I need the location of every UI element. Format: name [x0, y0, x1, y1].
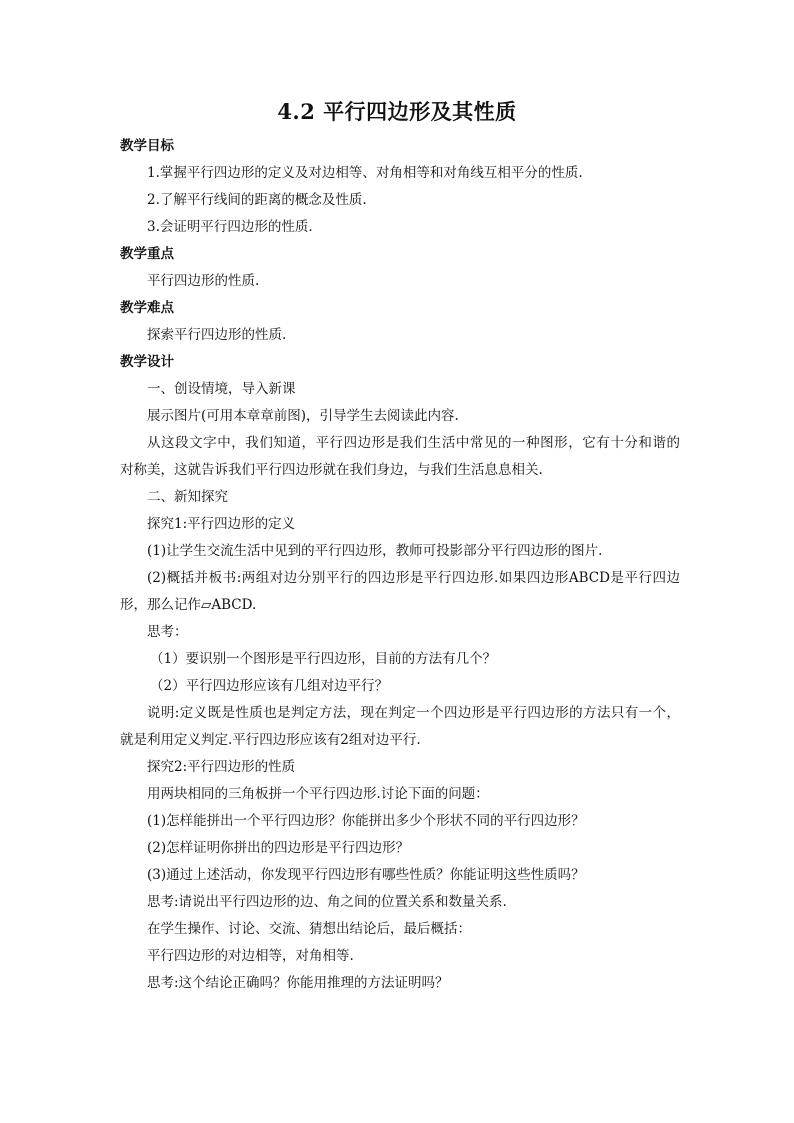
- question-line: （1）要识别一个图形是平行四边形，目前的方法有几个？: [150, 651, 497, 667]
- section-heading-objectives: 教学目标: [120, 138, 174, 154]
- paragraph-line: 平行四边形的对边相等，对角相等.: [147, 948, 354, 964]
- paragraph-line: 对称美，这就告诉我们平行四边形就在我们身边，与我们生活息息相关.: [120, 462, 543, 478]
- document-title: 4.2 平行四边形及其性质: [277, 99, 517, 124]
- inquiry-2-heading: 探究2:平行四边形的性质: [147, 759, 296, 775]
- think-label: 思考：: [147, 624, 188, 640]
- question-line: (1)怎样能拼出一个平行四边形？你能拼出多少个形状不同的平行四边形？: [147, 813, 585, 829]
- paragraph-line: 展示图片(可用本章章前图)，引导学生去阅读此内容.: [147, 408, 459, 424]
- question-line: (3)通过上述活动，你发现平行四边形有哪些性质？你能证明这些性质吗？: [147, 867, 585, 883]
- objective-2: 2.了解平行线间的距离的概念及性质.: [147, 192, 367, 208]
- part-2-heading: 二、新知探究: [147, 489, 228, 505]
- section-heading-difficulties: 教学难点: [120, 300, 174, 316]
- paragraph-line: 说明:定义既是性质也是判定方法，现在判定一个四边形是平行四边形的方法只有一个，: [147, 705, 680, 721]
- paragraph-line: 形，那么记作▱ABCD.: [120, 597, 257, 613]
- part-1-heading: 一、创设情境，导入新课: [147, 381, 296, 397]
- paragraph-line: 用两块相同的三角板拼一个平行四边形.讨论下面的问题：: [147, 786, 489, 802]
- section-heading-design: 教学设计: [120, 354, 174, 370]
- paragraph-line: 思考:这个结论正确吗？你能用推理的方法证明吗？: [147, 975, 449, 991]
- paragraph-line: 思考:请说出平行四边形的边、角之间的位置关系和数量关系.: [147, 894, 507, 910]
- objective-1: 1.掌握平行四边形的定义及对边相等、对角相等和对角线互相平分的性质.: [147, 165, 583, 181]
- paragraph-line: (2)概括并板书:两组对边分别平行的四边形是平行四边形.如果四边形ABCD是平行四边: [147, 570, 680, 586]
- question-line: (2)怎样证明你拼出的四边形是平行四边形？: [147, 840, 410, 856]
- paragraph-line: 就是利用定义判定.平行四边形应该有2组对边平行.: [120, 732, 421, 748]
- inquiry-1-heading: 探究1:平行四边形的定义: [147, 516, 296, 532]
- question-line: （2）平行四边形应该有几组对边平行？: [150, 678, 389, 694]
- paragraph-line: 从这段文字中，我们知道，平行四边形是我们生活中常见的一种图形，它有十分和谐的: [147, 435, 680, 451]
- difficulty-text: 探索平行四边形的性质.: [147, 327, 287, 343]
- paragraph-line: (1)让学生交流生活中见到的平行四边形，教师可投影部分平行四边形的图片.: [147, 543, 603, 559]
- paragraph-line: 在学生操作、讨论、交流、猜想出结论后，最后概括：: [147, 921, 471, 937]
- objective-3: 3.会证明平行四边形的性质.: [147, 219, 313, 235]
- section-heading-key-points: 教学重点: [120, 246, 174, 262]
- key-point-text: 平行四边形的性质.: [147, 273, 260, 289]
